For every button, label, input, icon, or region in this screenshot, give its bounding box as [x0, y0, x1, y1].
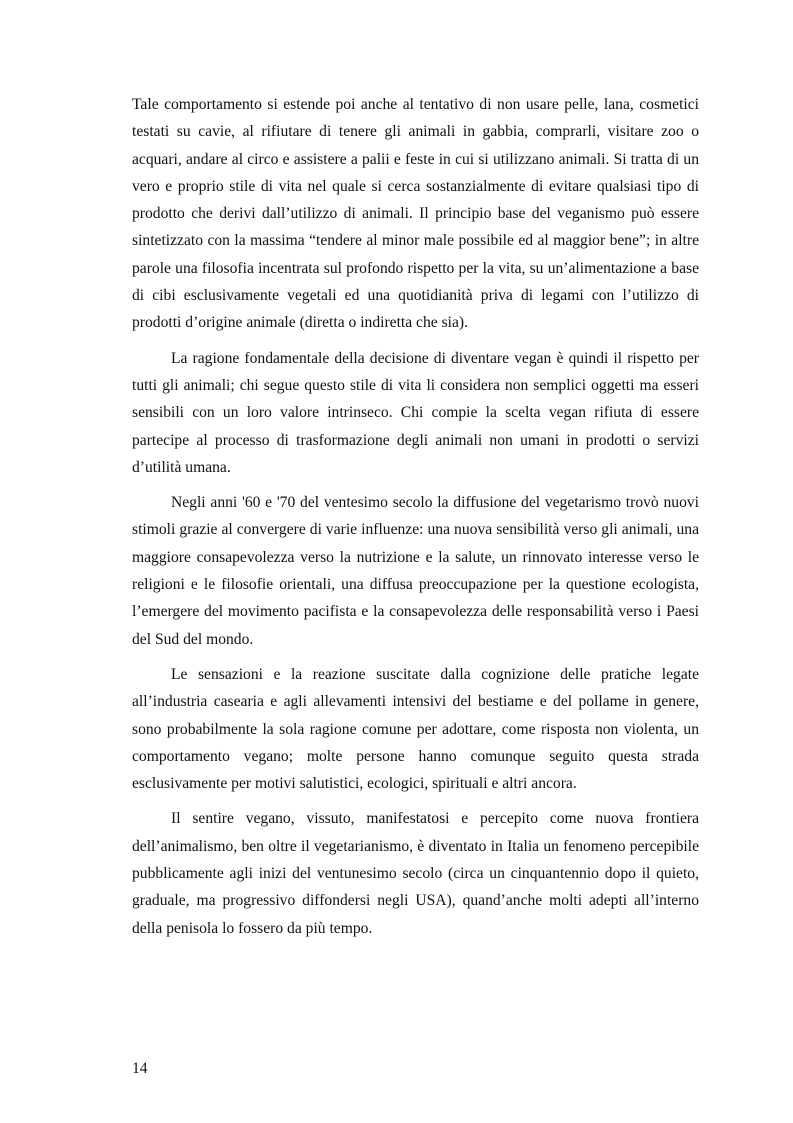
paragraph: Il sentire vegano, vissuto, manifestatosi e percepito come nuova frontiera dell’animalismo, ben oltre il vegetarianismo, è diventato in Italia un fenomeno percepibile pubblicamente agli inizi del ventunesimo secolo (circa un cinquantennio dopo il quieto, graduale, ma progressivo diffondersi negli USA), quand’anche molti adepti all’interno della penisola lo fossero da più tempo. [132, 810, 699, 937]
body-text [132, 91, 699, 950]
paragraph: Tale comportamento si estende poi anche al tentativo di non usare pelle, lana, cosmetici testati su cavie, al rifiutare di tenere gli animali in gabbia, comprarli, visitare zoo o acquari, andare al circo e assistere a palii e feste in cui si utilizzano animali. Si tratta di un vero e proprio stile di vita nel quale si cerca sostanzialmente di evitare qualsiasi tipo di prodotto che derivi dall’utilizzo di animali. Il principio base del veganismo può essere sintetizzato con la massima “tendere al minor male possibile ed al maggior bene”; in altre parole una filosofia incentrata sul profondo rispetto per la vita, su un’alimentazione a base di cibi esclusivamente vegetali ed una quotidianità priva di legami con l’utilizzo di prodotti d’origine animale (diretta o indiretta che sia). [132, 96, 699, 332]
paragraph: Negli anni '60 e '70 del ventesimo secolo la diffusione del vegetarismo trovò nuovi stimoli grazie al convergere di varie influenze: una nuova sensibilità verso gli animali, una maggiore consapevolezza verso la nutrizione e la salute, un rinnovato interesse verso le religioni e le filosofie orientali, una diffusa preoccupazione per la questione ecologista, l’emergere del movimento pacifista e la consapevolezza delle responsabilità verso i Paesi del Sud del mondo. [132, 494, 699, 648]
page-number: 14 [132, 1060, 148, 1077]
paragraph: La ragione fondamentale della decisione di diventare vegan è quindi il rispetto per tutti gli animali; chi segue questo stile di vita li considera non semplici oggetti ma esseri sensibili con un loro valore intrinseco. Chi compie la scelta vegan rifiuta di essere partecipe al processo di trasformazione degli animali non umani in prodotti o servizi d’utilità umana. [132, 349, 699, 476]
paragraph: Le sensazioni e la reazione suscitate dalla cognizione delle pratiche legate all’industria casearia e agli allevamenti intensivi del bestiame e del pollame in genere, sono probabilmente la sola ragione comune per adottare, come risposta non violenta, un comportamento vegano; molte persone hanno comunque seguito questa strada esclusivamente per motivi salutistici, ecologici, spirituali e altri ancora. [132, 665, 699, 793]
